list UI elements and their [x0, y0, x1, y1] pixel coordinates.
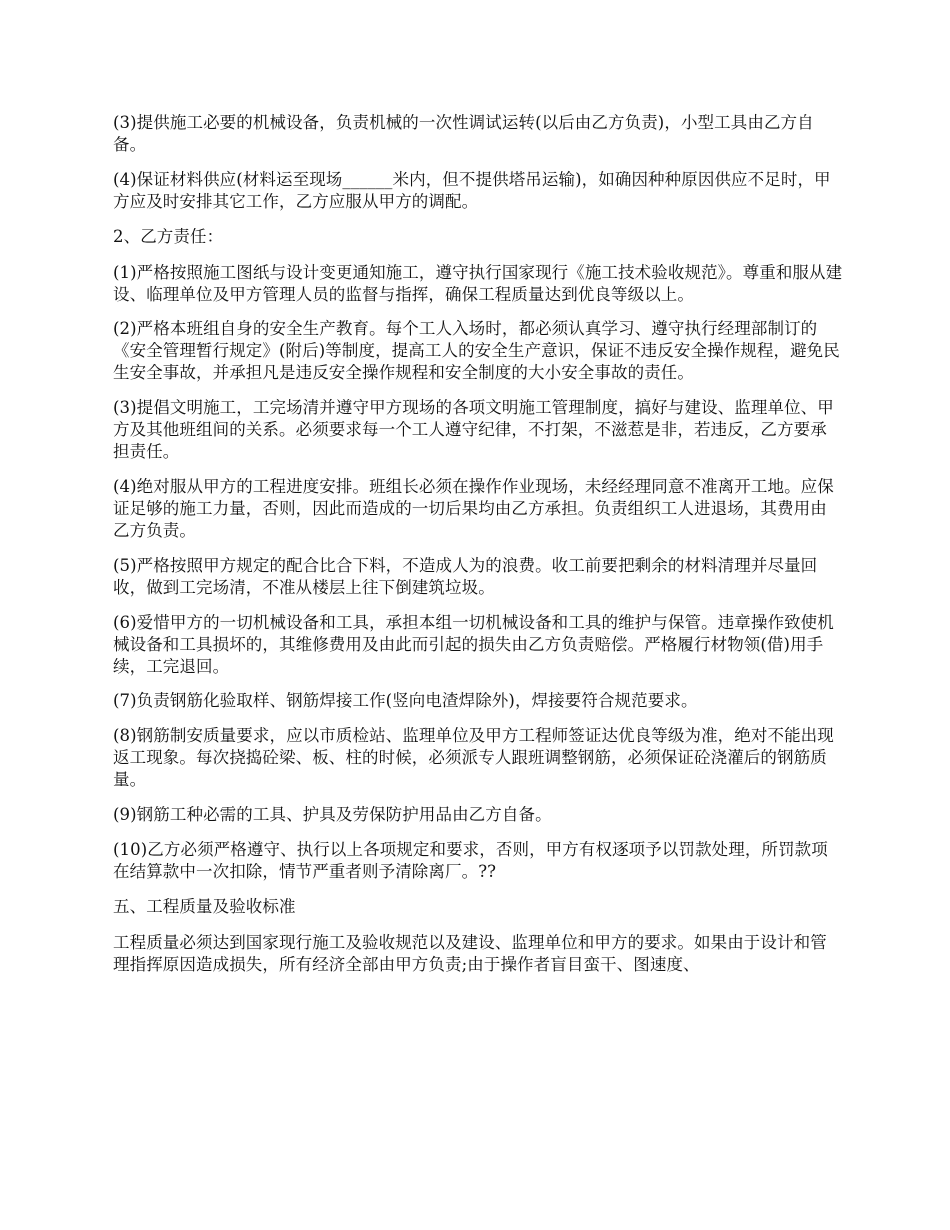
paragraph-owner-duty-4: (4)保证材料供应(材料运至现场______米内，但不提供塔吊运输)，如确因种种原因供应不足时，甲方应及时安排其它工作，乙方应服从甲方的调配。: [113, 169, 831, 211]
document-body: [113, 112, 843, 988]
section-heading-party-b-duties: 2、乙方责任：: [113, 226, 224, 246]
paragraph-party-b-duty-10: (10)乙方必须严格遵守、执行以上各项规定和要求，否则，甲方有权逐项予以罚款处理，所罚款项在结算款中一次扣除，情节严重者则予清除离厂。??: [113, 839, 828, 881]
section-heading-quality-standards: 五、工程质量及验收标准: [113, 896, 296, 916]
paragraph-party-b-duty-9: (9)钢筋工种必需的工具、护具及劳保防护用品由乙方自备。: [113, 804, 552, 824]
paragraph-party-b-duty-6: (6)爱惜甲方的一切机械设备和工具，承担本组一切机械设备和工具的维护与保管。违章操作致使机械设备和工具损坏的，其维修费用及由此而引起的损失由乙方负责赔偿。严格履行材物领(借)用手续，工完退回。: [113, 612, 834, 676]
paragraph-party-b-duty-2: (2)严格本班组自身的安全生产教育。每个工人入场时，都必须认真学习、遵守执行经理部制订的《安全管理暂行规定》(附后)等制度，提高工人的安全生产意识，保证不违反安全操作规程，避免民生安全事故，并承担凡是违反安全操作规程和安全制度的大小安全事故的责任。: [113, 319, 840, 383]
paragraph-party-b-duty-8: (8)钢筋制安质量要求，应以市质检站、监理单位及甲方工程师签证达优良等级为准，绝对不能出现返工现象。每次挠捣砼梁、板、柱的时候，必须派专人跟班调整钢筋，必须保证砼浇灌后的钢筋质量。: [113, 726, 834, 790]
paragraph-party-b-duty-4: (4)绝对服从甲方的工程进度安排。班组长必须在操作作业现场，未经经理同意不准离开工地。应保证足够的施工力量，否则，因此而造成的一切后果均由乙方承担。负责组织工人进退场，其费用由乙方负责。: [113, 476, 834, 540]
paragraph-party-b-duty-1: (1)严格按照施工图纸与设计变更通知施工，遵守执行国家现行《施工技术验收规范》。尊重和服从建设、临理单位及甲方管理人员的监督与指挥，确保工程质量达到优良等级以上。: [113, 262, 843, 304]
paragraph-party-b-duty-3: (3)提倡文明施工，工完场清并遵守甲方现场的各项文明施工管理制度，搞好与建设、监理单位、甲方及其他班组间的关系。必须要求每一个工人遵守纪律，不打架，不滋惹是非，若违反，乙方要承担责任。: [113, 398, 834, 462]
paragraph-quality-requirements: 工程质量必须达到国家现行施工及验收规范以及建设、监理单位和甲方的要求。如果由于设计和管理指挥原因造成损失，所有经济全部由甲方负责;由于操作者盲目蛮干、图速度、: [113, 932, 827, 974]
paragraph-party-b-duty-5: (5)严格按照甲方规定的配合比合下料，不造成人为的浪费。收工前要把剩余的材料清理并尽量回收，做到工完场清，不准从楼层上往下倒建筑垃圾。: [113, 555, 818, 597]
paragraph-owner-duty-3: (3)提供施工必要的机械设备，负责机械的一次性调试运转(以后由乙方负责)，小型工具由乙方自备。: [113, 113, 814, 154]
paragraph-party-b-duty-7: (7)负责钢筋化验取样、钢筋焊接工作(竖向电渣焊除外)，焊接要符合规范要求。: [113, 691, 698, 711]
